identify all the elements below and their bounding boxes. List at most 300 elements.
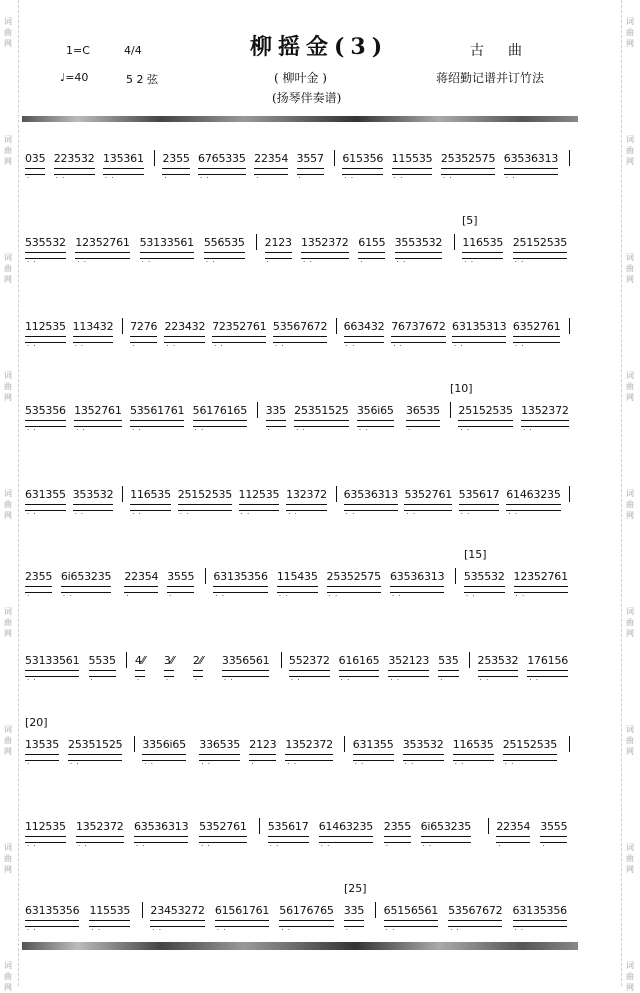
left-watermark-strip bbox=[0, 0, 19, 992]
octave-dots: · · bbox=[523, 426, 533, 434]
note-digits: 25152535 bbox=[458, 404, 513, 417]
barline bbox=[281, 652, 282, 668]
note-group bbox=[88, 654, 116, 684]
note-group bbox=[438, 654, 459, 684]
note-digits: 7276 bbox=[130, 320, 158, 333]
barline bbox=[469, 652, 470, 668]
note-digits: 63135356 bbox=[512, 904, 567, 917]
octave-dots: · bbox=[27, 760, 31, 768]
note-group bbox=[133, 820, 189, 850]
octave-dots: · · bbox=[141, 258, 152, 266]
note-group bbox=[192, 404, 248, 434]
note-group bbox=[162, 152, 190, 182]
note-group bbox=[356, 404, 394, 434]
editor-credit: 蒋绍勤记谱并订竹法 bbox=[436, 71, 545, 85]
octave-dots: · · bbox=[393, 174, 404, 182]
note-group bbox=[221, 654, 270, 684]
octave-dots: · · bbox=[505, 174, 516, 182]
octave-dots: · · bbox=[358, 426, 369, 434]
note-group bbox=[462, 236, 504, 266]
note-group bbox=[458, 488, 500, 518]
octave-dots: · · bbox=[460, 510, 471, 518]
octave-dots: · · bbox=[504, 760, 515, 768]
watermark-mark: 词 曲 网 bbox=[626, 371, 634, 402]
note-digits: 353532 bbox=[72, 488, 114, 501]
note-group bbox=[25, 654, 80, 684]
octave-dots: · · bbox=[205, 258, 216, 266]
note-group bbox=[448, 904, 503, 934]
octave-dots: · · bbox=[76, 426, 86, 434]
note-group bbox=[214, 904, 270, 934]
note-group bbox=[75, 236, 130, 266]
note-group bbox=[25, 738, 59, 768]
note-group bbox=[388, 654, 430, 684]
octave-dots: · · bbox=[278, 592, 289, 600]
note-digits: 631355 bbox=[25, 488, 66, 501]
octave-dots: · · bbox=[515, 592, 526, 600]
note-group bbox=[294, 404, 349, 434]
barline bbox=[336, 486, 337, 502]
octave-dots: · · bbox=[27, 926, 37, 934]
note-group bbox=[383, 904, 439, 934]
octave-dots: · · bbox=[27, 342, 37, 350]
note-group bbox=[25, 320, 66, 350]
watermark-mark: 词 曲 网 bbox=[4, 371, 12, 402]
octave-dots: · · bbox=[27, 258, 37, 266]
octave-dots: · · bbox=[132, 510, 142, 518]
note-group bbox=[102, 152, 144, 182]
note-group bbox=[25, 570, 53, 600]
note-digits: 552372 bbox=[288, 654, 330, 667]
note-group bbox=[477, 654, 519, 684]
octave-dots: · bbox=[27, 174, 31, 182]
note-group bbox=[199, 738, 241, 768]
watermark-mark: 词 曲 网 bbox=[626, 961, 634, 992]
note-digits: 56176765 bbox=[279, 904, 334, 917]
note-group bbox=[326, 570, 381, 600]
note-digits: 25152535 bbox=[502, 738, 558, 751]
note-digits: 1352372 bbox=[75, 820, 124, 833]
barline bbox=[256, 234, 257, 250]
octave-dots: · · bbox=[131, 426, 142, 434]
octave-dots: · bbox=[132, 342, 136, 350]
note-group bbox=[203, 236, 245, 266]
note-group bbox=[198, 152, 246, 182]
score-row bbox=[25, 152, 580, 192]
octave-dots: · · bbox=[201, 842, 211, 850]
note-digits: 353532 bbox=[402, 738, 444, 751]
note-group bbox=[404, 488, 453, 518]
watermark-mark: 词 曲 网 bbox=[4, 17, 12, 48]
note-digits: 5352761 bbox=[404, 488, 453, 501]
score-row bbox=[25, 820, 580, 860]
watermark-mark: 词 曲 网 bbox=[4, 607, 12, 638]
watermark-mark: 词 曲 网 bbox=[4, 961, 12, 992]
note-group bbox=[391, 320, 446, 350]
note-digits: 3356i65 bbox=[142, 738, 186, 751]
note-digits: 615356 bbox=[342, 152, 384, 165]
note-digits: 113432 bbox=[72, 320, 114, 333]
octave-dots: · · bbox=[392, 592, 402, 600]
octave-dots: · · bbox=[514, 342, 525, 350]
octave-dots: · · bbox=[406, 510, 417, 518]
note-group bbox=[296, 152, 324, 182]
octave-dots: · · bbox=[454, 342, 464, 350]
note-digits: 61463235 bbox=[506, 488, 561, 501]
note-digits: 535532 bbox=[25, 236, 66, 249]
barline bbox=[257, 402, 258, 418]
note-group bbox=[25, 820, 66, 850]
note-digits: 5535 bbox=[88, 654, 116, 667]
note-group bbox=[139, 236, 194, 266]
note-digits: 335 bbox=[343, 904, 365, 917]
note-digits: 25352575 bbox=[326, 570, 381, 583]
note-digits: 116535 bbox=[130, 488, 171, 501]
watermark-mark: 词 曲 网 bbox=[4, 843, 12, 874]
note-digits: 63536313 bbox=[343, 488, 399, 501]
note-digits: 556535 bbox=[203, 236, 245, 249]
note-digits: 112535 bbox=[25, 820, 66, 833]
note-digits: 22354 bbox=[496, 820, 531, 833]
octave-dots: · · bbox=[290, 676, 301, 684]
note-digits: 116535 bbox=[452, 738, 494, 751]
note-group bbox=[286, 488, 327, 518]
note-group bbox=[358, 236, 386, 266]
octave-dots: · · bbox=[354, 760, 365, 768]
note-digits: 115535 bbox=[391, 152, 433, 165]
note-digits: 61561761 bbox=[214, 904, 270, 917]
octave-dots: · · bbox=[27, 842, 37, 850]
note-group bbox=[25, 152, 46, 182]
octave-dots: · bbox=[256, 174, 260, 182]
note-digits: 2⁄⁄ bbox=[192, 654, 203, 667]
note-group bbox=[288, 654, 330, 684]
note-group bbox=[402, 738, 444, 768]
octave-dots: · · bbox=[340, 676, 351, 684]
octave-dots: · · bbox=[27, 510, 37, 518]
octave-dots: · · bbox=[345, 342, 356, 350]
score-row bbox=[25, 488, 580, 528]
note-digits: 352123 bbox=[388, 654, 430, 667]
octave-dots: · · bbox=[135, 842, 146, 850]
note-digits: 035 bbox=[25, 152, 46, 165]
watermark-mark: 词 曲 网 bbox=[4, 725, 12, 756]
note-digits: 336535 bbox=[199, 738, 241, 751]
watermark-mark: 词 曲 网 bbox=[4, 253, 12, 284]
octave-dots: · · bbox=[287, 760, 298, 768]
note-digits: 115535 bbox=[89, 904, 131, 917]
note-digits: 63135356 bbox=[25, 904, 80, 917]
note-group bbox=[338, 654, 380, 684]
note-group bbox=[343, 904, 365, 934]
octave-dots: · · bbox=[77, 258, 87, 266]
note-digits: 53133561 bbox=[139, 236, 194, 249]
note-digits: 25351525 bbox=[68, 738, 123, 751]
octave-dots: · · bbox=[320, 842, 331, 850]
octave-dots: · · bbox=[152, 926, 163, 934]
octave-dots: · · bbox=[479, 676, 490, 684]
barline bbox=[134, 736, 135, 752]
octave-dots: · · bbox=[214, 342, 224, 350]
note-digits: 356i65 bbox=[356, 404, 394, 417]
note-digits: 6765335 bbox=[198, 152, 246, 165]
note-digits: 25152535 bbox=[177, 488, 233, 501]
note-digits: 3553532 bbox=[394, 236, 443, 249]
octave-dots: · · bbox=[385, 926, 396, 934]
right-watermark-strip bbox=[621, 0, 640, 992]
note-group bbox=[276, 570, 318, 600]
score-row bbox=[25, 320, 580, 360]
barline bbox=[334, 150, 335, 166]
note-digits: 53567672 bbox=[448, 904, 503, 917]
note-digits: 112535 bbox=[238, 488, 280, 501]
octave-dots: · · bbox=[345, 510, 356, 518]
note-digits: 135361 bbox=[102, 152, 144, 165]
note-group bbox=[527, 654, 569, 684]
measure-number: [20] bbox=[25, 716, 48, 729]
octave-dots: · bbox=[440, 676, 444, 684]
octave-dots: · · bbox=[179, 510, 190, 518]
octave-dots: · bbox=[165, 676, 170, 684]
note-digits: 535617 bbox=[267, 820, 309, 833]
note-group bbox=[130, 320, 158, 350]
watermark-mark: 词 曲 网 bbox=[626, 725, 634, 756]
note-group bbox=[512, 320, 561, 350]
note-group bbox=[352, 738, 394, 768]
note-group bbox=[72, 320, 114, 350]
note-group bbox=[390, 570, 445, 600]
note-digits: 25351525 bbox=[294, 404, 349, 417]
note-group bbox=[68, 738, 123, 768]
note-digits: 53133561 bbox=[25, 654, 80, 667]
octave-dots: · bbox=[194, 676, 199, 684]
note-group bbox=[265, 404, 286, 434]
octave-dots: · · bbox=[77, 842, 88, 850]
octave-dots: · · bbox=[328, 592, 339, 600]
note-digits: 535 bbox=[438, 654, 459, 667]
note-group bbox=[440, 152, 496, 182]
barline bbox=[569, 318, 570, 334]
octave-dots: · · bbox=[27, 426, 37, 434]
time-signature: 4/4 bbox=[124, 44, 142, 57]
tempo-marking: ♩=40 bbox=[60, 71, 89, 84]
octave-dots: · · bbox=[194, 426, 205, 434]
watermark-mark: 词 曲 网 bbox=[626, 17, 634, 48]
note-digits: 631355 bbox=[352, 738, 394, 751]
score-row bbox=[25, 236, 580, 276]
subtitle: ( 柳叶金 ) bbox=[274, 71, 327, 85]
octave-dots: · · bbox=[465, 592, 476, 600]
string-tuning: 5 2 弦 bbox=[126, 73, 158, 86]
watermark-mark: 词 曲 网 bbox=[626, 253, 634, 284]
note-digits: 535532 bbox=[463, 570, 505, 583]
note-group bbox=[142, 738, 186, 768]
note-digits: 1352372 bbox=[521, 404, 569, 417]
arrangement-note: (扬琴伴奏谱) bbox=[272, 91, 342, 105]
barline bbox=[205, 568, 206, 584]
note-group bbox=[72, 488, 114, 518]
note-group bbox=[343, 320, 385, 350]
note-digits: 116535 bbox=[462, 236, 504, 249]
note-digits: 22354 bbox=[254, 152, 289, 165]
note-group bbox=[503, 152, 559, 182]
note-group bbox=[264, 236, 292, 266]
octave-dots: · · bbox=[104, 174, 115, 182]
barline bbox=[450, 402, 451, 418]
octave-dots: · bbox=[345, 926, 349, 934]
measure-number: [5] bbox=[462, 214, 478, 227]
barline bbox=[336, 318, 337, 334]
note-group bbox=[496, 820, 531, 850]
octave-dots: · bbox=[90, 676, 94, 684]
note-digits: 663432 bbox=[343, 320, 385, 333]
octave-dots: · · bbox=[508, 510, 518, 518]
note-group bbox=[74, 404, 122, 434]
barline bbox=[344, 736, 345, 752]
note-digits: 535617 bbox=[458, 488, 500, 501]
note-group bbox=[391, 152, 433, 182]
watermark-mark: 词 曲 网 bbox=[626, 135, 634, 166]
octave-dots: · · bbox=[201, 760, 211, 768]
note-digits: 53561761 bbox=[129, 404, 185, 417]
octave-dots: · bbox=[126, 592, 130, 600]
note-digits: 5352761 bbox=[199, 820, 247, 833]
barline bbox=[154, 150, 155, 166]
note-group bbox=[285, 738, 333, 768]
note-group bbox=[405, 404, 440, 434]
measure-number: [15] bbox=[464, 548, 487, 561]
note-digits: 4⁄⁄ bbox=[134, 654, 145, 667]
note-group bbox=[301, 236, 349, 266]
octave-dots: · · bbox=[396, 258, 407, 266]
note-group bbox=[540, 820, 568, 850]
note-group bbox=[512, 904, 567, 934]
note-digits: 6i653235 bbox=[60, 570, 112, 583]
note-group bbox=[318, 820, 374, 850]
octave-dots: · · bbox=[27, 676, 37, 684]
note-digits: 6i653235 bbox=[420, 820, 472, 833]
note-group bbox=[25, 904, 80, 934]
octave-dots: · bbox=[298, 174, 302, 182]
note-group bbox=[254, 152, 289, 182]
note-digits: 2355 bbox=[162, 152, 190, 165]
octave-dots: · · bbox=[390, 676, 401, 684]
score-row bbox=[25, 738, 580, 778]
note-digits: 176156 bbox=[527, 654, 569, 667]
note-group bbox=[272, 320, 328, 350]
octave-dots: · · bbox=[529, 676, 539, 684]
note-group bbox=[129, 404, 185, 434]
octave-dots: · bbox=[169, 592, 173, 600]
note-group bbox=[25, 488, 66, 518]
note-group bbox=[502, 738, 558, 768]
piece-title: 柳摇金(3) bbox=[250, 34, 389, 60]
octave-dots: · · bbox=[216, 926, 227, 934]
note-digits: 65156561 bbox=[383, 904, 439, 917]
octave-dots: · bbox=[27, 592, 31, 600]
note-digits: 23453272 bbox=[150, 904, 205, 917]
note-group bbox=[238, 488, 280, 518]
note-group bbox=[506, 488, 561, 518]
note-digits: 3555 bbox=[167, 570, 195, 583]
note-group bbox=[249, 738, 277, 768]
note-digits: 25152535 bbox=[512, 236, 568, 249]
octave-dots: · · bbox=[514, 258, 525, 266]
note-digits: 3555 bbox=[540, 820, 568, 833]
note-digits: 22354 bbox=[124, 570, 159, 583]
octave-dots: · bbox=[360, 258, 364, 266]
note-group bbox=[394, 236, 443, 266]
note-group bbox=[213, 570, 268, 600]
note-digits: 12352761 bbox=[513, 570, 568, 583]
barline bbox=[488, 818, 489, 834]
octave-dots: · · bbox=[442, 174, 453, 182]
note-group bbox=[192, 654, 203, 684]
octave-dots: · · bbox=[223, 676, 234, 684]
octave-dots: · · bbox=[454, 760, 465, 768]
note-group bbox=[199, 820, 247, 850]
score-row bbox=[25, 570, 580, 610]
octave-dots: · · bbox=[303, 258, 313, 266]
key-signature: 1=C bbox=[66, 44, 90, 57]
note-digits: 2355 bbox=[383, 820, 411, 833]
octave-dots: · · bbox=[269, 842, 280, 850]
octave-dots: · · bbox=[166, 342, 177, 350]
note-group bbox=[342, 152, 384, 182]
note-group bbox=[212, 320, 267, 350]
note-group bbox=[167, 570, 195, 600]
octave-dots: · bbox=[251, 760, 255, 768]
note-group bbox=[134, 654, 145, 684]
note-digits: 6352761 bbox=[512, 320, 561, 333]
note-digits: 63536313 bbox=[503, 152, 559, 165]
barline bbox=[454, 234, 455, 250]
octave-dots: · · bbox=[450, 926, 460, 934]
octave-dots: · bbox=[385, 842, 390, 850]
note-digits: 1352761 bbox=[74, 404, 122, 417]
note-digits: 115435 bbox=[276, 570, 318, 583]
note-group bbox=[124, 570, 159, 600]
note-digits: 13535 bbox=[25, 738, 59, 751]
octave-dots: · bbox=[407, 426, 412, 434]
watermark-mark: 词 曲 网 bbox=[4, 489, 12, 520]
note-group bbox=[89, 904, 131, 934]
note-group bbox=[177, 488, 233, 518]
note-digits: 3⁄⁄ bbox=[163, 654, 174, 667]
octave-dots: · bbox=[267, 426, 271, 434]
note-digits: 2123 bbox=[249, 738, 277, 751]
octave-dots: · · bbox=[288, 510, 298, 518]
note-digits: 76737672 bbox=[391, 320, 446, 333]
octave-dots: · · bbox=[55, 174, 66, 182]
barline bbox=[375, 902, 376, 918]
note-group bbox=[25, 236, 66, 266]
octave-dots: · bbox=[498, 842, 502, 850]
octave-dots: · · bbox=[144, 760, 155, 768]
octave-dots: · · bbox=[404, 760, 415, 768]
measure-number: [10] bbox=[450, 382, 473, 395]
octave-dots: · · bbox=[91, 926, 102, 934]
note-group bbox=[458, 404, 513, 434]
note-digits: 335 bbox=[265, 404, 286, 417]
note-digits: 61463235 bbox=[318, 820, 374, 833]
barline bbox=[259, 818, 260, 834]
note-digits: 2355 bbox=[25, 570, 53, 583]
note-digits: 36535 bbox=[405, 404, 440, 417]
octave-dots: · · bbox=[240, 510, 251, 518]
octave-dots: · · bbox=[274, 342, 285, 350]
octave-dots: · · bbox=[200, 174, 210, 182]
